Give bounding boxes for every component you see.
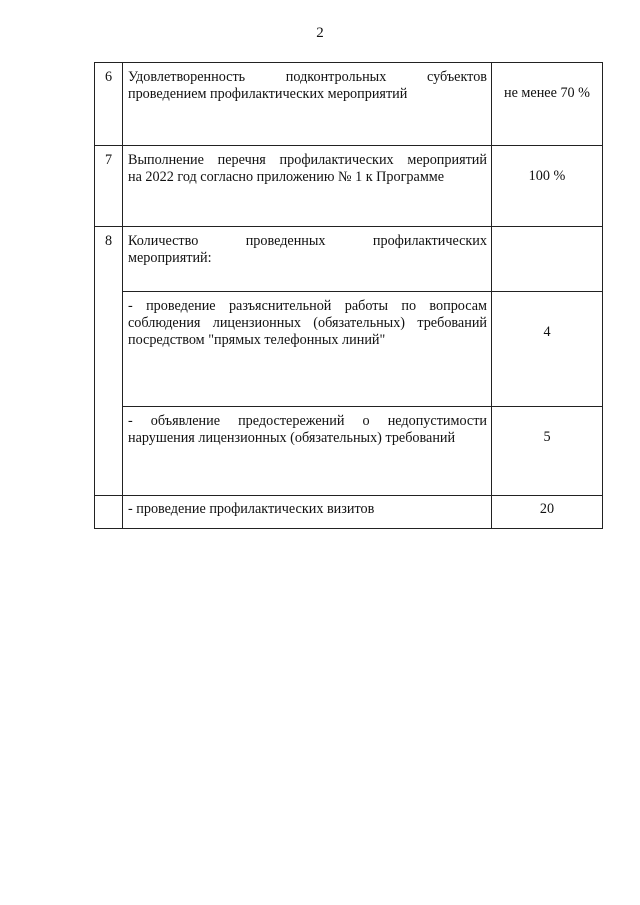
description-line: посредством "прямых телефонных линий": [128, 332, 386, 348]
indicator-value: 4: [492, 292, 603, 407]
indicator-description: [123, 292, 492, 407]
description-line: Выполнение перечня профилактических мероприятий: [128, 152, 487, 168]
indicator-value: [492, 227, 603, 292]
table-row: [95, 292, 603, 407]
description-line: на 2022 год согласно приложению № 1 к Программе: [128, 169, 445, 185]
row-number: [95, 496, 123, 529]
table-row: [95, 496, 603, 529]
indicator-value: 20: [492, 496, 603, 529]
description-line: соблюдения лицензионных (обязательных) требований: [128, 315, 487, 331]
table-row: [95, 407, 603, 496]
table-row: [95, 227, 603, 292]
row-number: 7: [95, 146, 123, 227]
indicator-description: [123, 146, 492, 227]
description-line: Количество проведенных профилактических: [128, 233, 487, 249]
indicator-description: [123, 63, 492, 146]
description-line: - объявление предостережений о недопустимости: [128, 413, 487, 429]
page-number: 2: [316, 25, 324, 41]
indicator-value: не менее 70 %: [492, 63, 603, 146]
indicator-description: [123, 227, 492, 292]
description-line: мероприятий:: [128, 250, 212, 266]
indicator-value: 100 %: [492, 146, 603, 227]
table-row: [95, 63, 603, 146]
row-number: 8: [95, 227, 123, 496]
table-row: [95, 146, 603, 227]
indicator-value: 5: [492, 407, 603, 496]
indicator-description: [123, 496, 492, 529]
indicators-table: [94, 62, 603, 529]
row-number: 6: [95, 63, 123, 146]
description-line: Удовлетворенность подконтрольных субъектов: [128, 69, 487, 85]
description-line: - проведение разъяснительной работы по вопросам: [128, 298, 487, 314]
description-line: нарушения лицензионных (обязательных) требований: [128, 430, 456, 446]
description-line: - проведение профилактических визитов: [128, 501, 375, 517]
description-line: проведением профилактических мероприятий: [128, 86, 408, 102]
indicator-description: [123, 407, 492, 496]
